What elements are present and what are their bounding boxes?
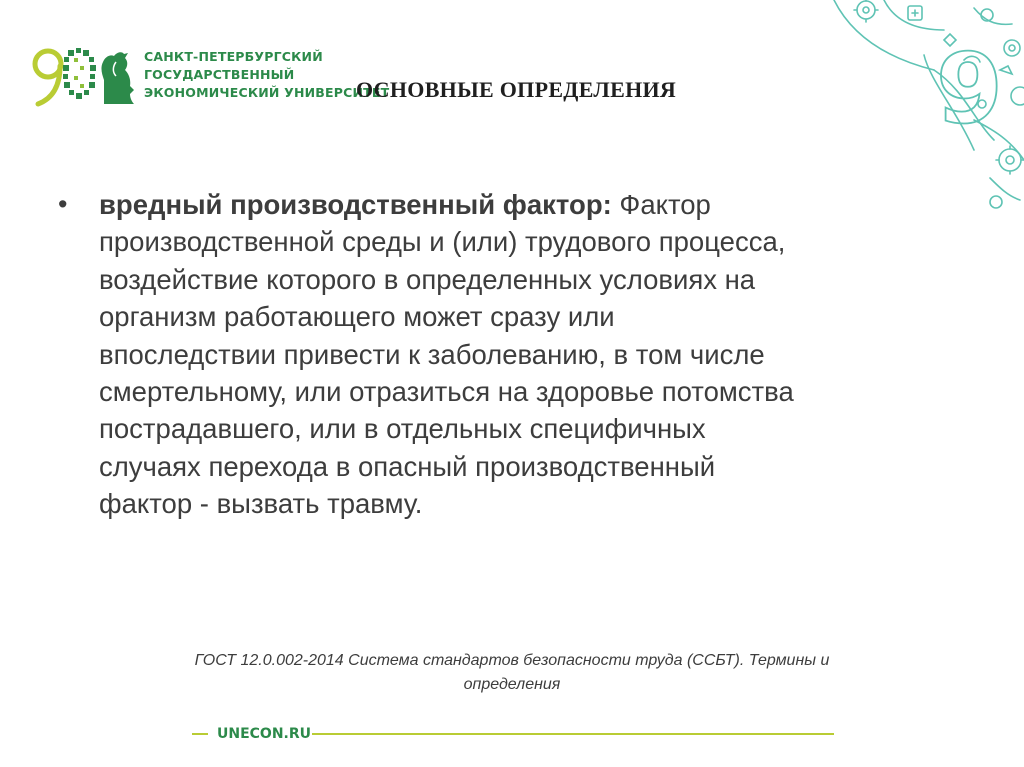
bullet-marker: • bbox=[58, 189, 68, 219]
source-citation-line: ГОСТ 12.0.002-2014 Система стандартов безопасности труда (ССБТ). Термины и bbox=[194, 652, 830, 669]
definition-text bbox=[99, 186, 938, 523]
definition-line-text: Фактор bbox=[619, 189, 711, 220]
definition-line: пострадавшего, или в отдельных специфичных bbox=[99, 413, 706, 445]
source-citation-line: определения bbox=[463, 676, 561, 693]
university-name-line: ЭКОНОМИЧЕСКИЙ УНИВЕРСИТЕТ bbox=[144, 85, 390, 100]
defined-term: вредный производственный фактор: bbox=[99, 189, 612, 220]
definition-line: воздействие которого в определенных условиях на bbox=[99, 263, 756, 295]
definition-line bbox=[99, 186, 938, 223]
footer-url: UNECON.RU bbox=[217, 726, 312, 742]
logo-digit-nine bbox=[35, 51, 61, 104]
definition-line: организм работающего может сразу или bbox=[99, 301, 615, 333]
university-name-line: САНКТ-ПЕТЕРБУРГСКИЙ bbox=[144, 49, 323, 64]
logo-griffin bbox=[101, 52, 134, 104]
university-name bbox=[144, 48, 389, 102]
definition-line: фактор - вызвать травму. bbox=[99, 488, 423, 520]
footer bbox=[192, 722, 834, 746]
footer-divider-left bbox=[192, 733, 208, 735]
slide-title: ОСНОВНЫЕ ОПРЕДЕЛЕНИЯ bbox=[356, 77, 677, 102]
svg-text:9: 9 bbox=[936, 33, 1003, 145]
definition-line: смертельному, или отразиться на здоровье потомства bbox=[99, 376, 794, 408]
definition-line: впоследствии привести к заболеванию, в том числе bbox=[99, 338, 765, 370]
university-logo bbox=[30, 44, 390, 108]
definition-line: производственной среды и (или) трудового процесса, bbox=[99, 226, 786, 258]
footer-divider-right bbox=[312, 733, 834, 735]
unecon-90-emblem-icon bbox=[30, 44, 140, 108]
definition-line: случаях перехода в опасный производственный bbox=[99, 450, 716, 482]
definition-bullet bbox=[58, 186, 938, 523]
logo-digit-zero bbox=[63, 48, 96, 99]
source-citation bbox=[100, 649, 924, 697]
university-name-line: ГОСУДАРСТВЕННЫЙ bbox=[144, 67, 295, 82]
